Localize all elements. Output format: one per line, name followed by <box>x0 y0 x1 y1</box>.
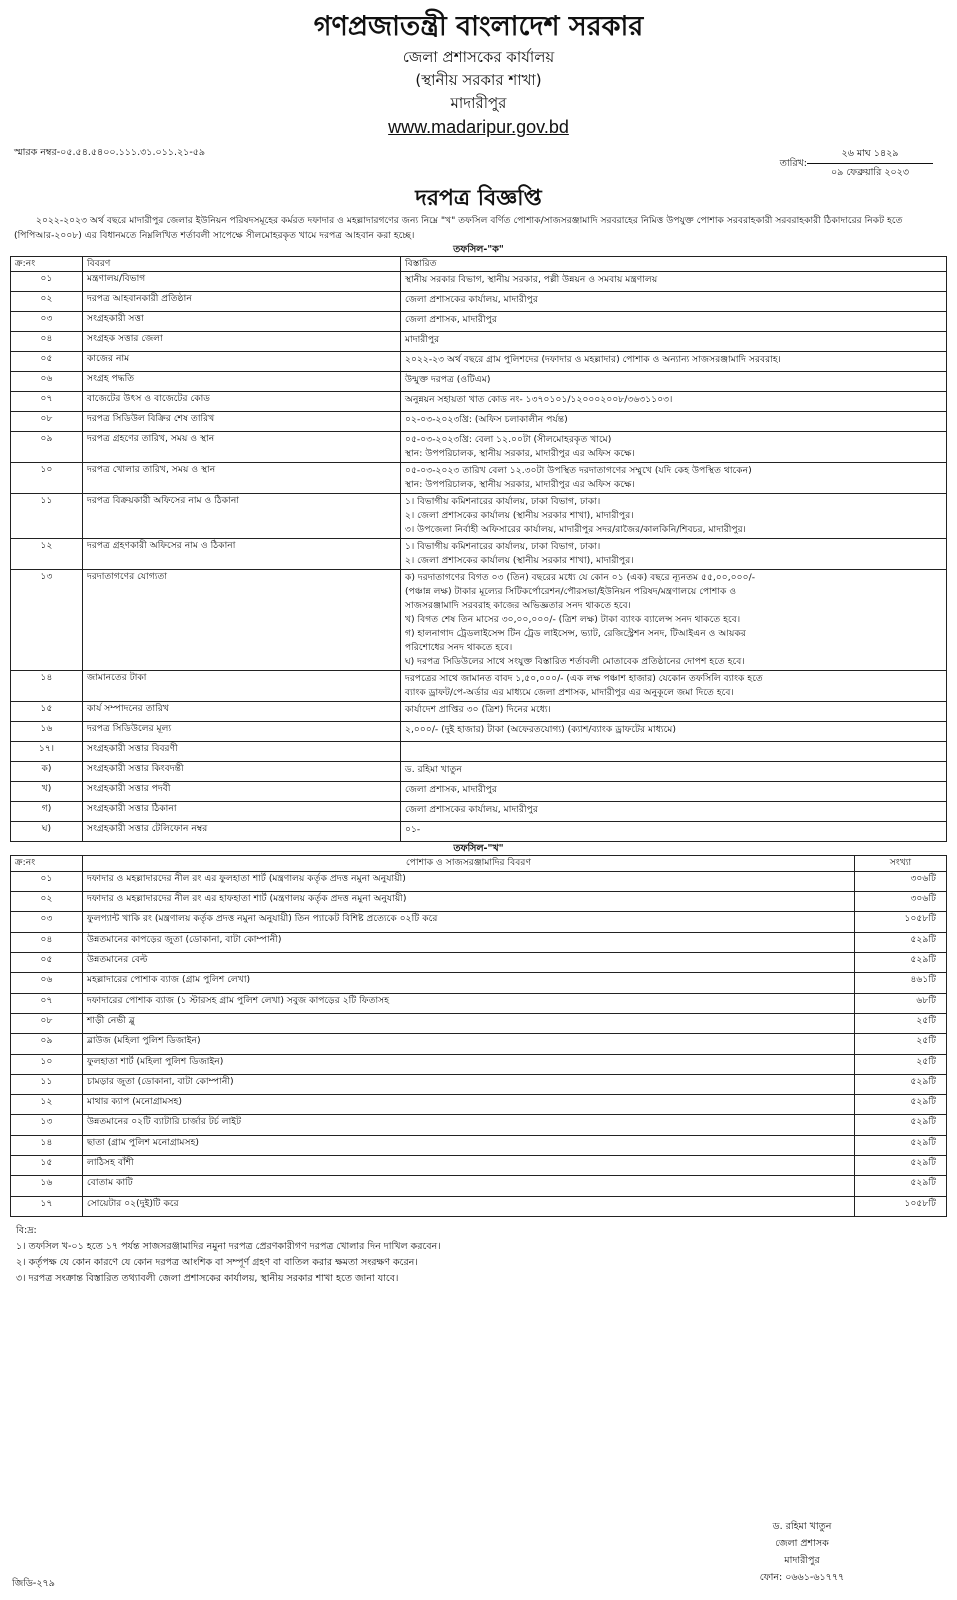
table-header-row <box>11 856 947 871</box>
table-row <box>11 702 947 722</box>
signatory-district: মাদারীপুর <box>784 1555 820 1566</box>
row-quantity: ৫২৯টি <box>855 1156 947 1176</box>
row-item: দফাদার ও মহল্লাদারদের নীল রং এর হাফহাতা শার্ট (মন্ত্রণালয় কর্তৃক প্রদত্ত নমুনা অনুযায়ী) <box>83 892 855 912</box>
detail-line: কার্যাদেশ প্রাপ্তির ৩০ (ত্রিশ) দিনের মধ্যে। <box>405 704 551 716</box>
table-row <box>11 392 947 412</box>
table-row <box>11 782 947 802</box>
detail-line: অনুন্নয়ন সহায়তা খাত কোড নং- ১৩৭০১০১/১২০০০২০০৮/৩৬৩১১০৩। <box>405 394 673 406</box>
row-serial: ০৯ <box>11 432 83 463</box>
row-details <box>401 494 947 539</box>
col-header-serial: ক্র:নং <box>11 856 83 871</box>
detail-line: ব্যাংক ড্রাফট/পে-অর্ডার এর মাধ্যমে জেলা প্রশাসক, মাদারীপুর এর অনুকূলে জমা দিতে হবে। <box>405 687 734 699</box>
row-serial: ১২ <box>11 1095 83 1115</box>
detail-line: ২। জেলা প্রশাসকের কার্যালয় (স্থানীয় সরকার শাখা), মাদারীপুর। <box>405 510 634 522</box>
row-description: কাজের নাম <box>83 352 401 372</box>
row-item: ছাতা (গ্রাম পুলিশ মনোগ্রামসহ) <box>83 1135 855 1155</box>
detail-line: জেলা প্রশাসক, মাদারীপুর <box>405 784 497 796</box>
detail-line: ০২-০৩-২০২৩খ্রি: (অফিস চলাকালীন পর্যন্ত) <box>405 414 568 426</box>
row-details <box>401 332 947 352</box>
table-row <box>11 953 947 973</box>
col-header-description: বিবরণ <box>83 257 401 272</box>
detail-line: দরপত্রের সাথে জামানত বাবদ ১,৫০,০০০/- (এক লক্ষ পঞ্চাশ হাজার) যেকোন তফসিলি ব্যাংক হতে <box>405 673 763 685</box>
detail-line: ঘ) দরপত্র সিডিউলের সাথে সংযুক্ত বিস্তারিত শর্তাবলী মোতাবেক প্রতিষ্ঠানের দোপশ হতে হবে। <box>405 656 745 668</box>
table-row <box>11 539 947 570</box>
row-item: চামড়ার জুতা (ডোকানা, বাটা কোম্পানী) <box>83 1074 855 1094</box>
row-item: ফুলপ্যান্ট খাকি রং (মন্ত্রণালয় কর্তৃক প্রদত্ত নমুনা অনুযায়ী) তিন প্যাকেট বিশিষ্ট প্রত্যেকে ০২টি করে <box>83 912 855 932</box>
row-details <box>401 742 947 762</box>
table-row <box>11 912 947 932</box>
row-item: সোয়েটার ০২(দুই)টি করে <box>83 1196 855 1216</box>
table-row <box>11 1115 947 1135</box>
col-header-quantity: সংখ্যা <box>855 856 947 871</box>
row-quantity: ৫২৯টি <box>855 1115 947 1135</box>
detail-line: মাদারীপুর <box>405 334 440 346</box>
row-description: দরপত্র সিডিউলের মূল্য <box>83 722 401 742</box>
row-details <box>401 802 947 822</box>
date-label: তারিখ: <box>779 158 807 169</box>
row-details <box>401 412 947 432</box>
row-serial: ১৪ <box>11 671 83 702</box>
col-header-item: পোশাক ও সাজসরঞ্জামাদির বিবরণ <box>83 856 855 871</box>
row-serial: ০২ <box>11 292 83 312</box>
row-details <box>401 352 947 372</box>
row-serial: ১০ <box>11 1054 83 1074</box>
row-description: সংগ্রহকারী সত্তার ঠিকানা <box>83 802 401 822</box>
row-quantity: ৫২৯টি <box>855 1176 947 1196</box>
row-description: সংগ্রহকারী সত্তা <box>83 312 401 332</box>
row-quantity: ৫২৯টি <box>855 1095 947 1115</box>
row-serial: ০১ <box>11 272 83 292</box>
detail-line: জেলা প্রশাসকের কার্যালয়, মাদারীপুর <box>405 294 538 306</box>
row-serial: ১১ <box>11 494 83 539</box>
row-description: জামানতের টাকা <box>83 671 401 702</box>
row-serial: ১৭ <box>11 1196 83 1216</box>
row-serial: ০৮ <box>11 412 83 432</box>
table-row <box>11 1156 947 1176</box>
row-description: দরপত্র সিডিউল বিক্রির শেষ তারিখ <box>83 412 401 432</box>
row-serial: ১২ <box>11 539 83 570</box>
office-name: জেলা প্রশাসকের কার্যালয় <box>402 48 555 66</box>
table-row <box>11 570 947 671</box>
table-row <box>11 1176 947 1196</box>
row-details <box>401 671 947 702</box>
row-serial: ০৪ <box>11 932 83 952</box>
date-bangla: ২৬ মাঘ ১৪২৯ <box>807 145 933 164</box>
detail-line: ১। বিভাগীয় কমিশনারের কার্যালয়, ঢাকা বিভাগ, ঢাকা। <box>405 496 601 508</box>
table-row <box>11 1196 947 1216</box>
table-row <box>11 412 947 432</box>
row-serial: ০৯ <box>11 1034 83 1054</box>
row-quantity: ৫২৯টি <box>855 932 947 952</box>
row-details <box>401 702 947 722</box>
row-serial: ০৭ <box>11 993 83 1013</box>
col-header-details: বিস্তারিত <box>401 257 947 272</box>
memo-reference: স্মারক নম্বর-০৫.৫৪.৫৪০০.১১১.৩১.০১১.২১-৫৯ <box>14 147 206 158</box>
row-description: সংগ্রহকারী সত্তার বিবরণী <box>83 742 401 762</box>
detail-line: খ) বিগত শেষ তিন মাসের ৩০,০০,০০০/- (ত্রিশ লক্ষ) টাকা ব্যাংক ব্যালেন্স সনদ থাকতে হবে। <box>405 614 741 626</box>
table-header-row <box>11 257 947 272</box>
date-english: ০৯ ফেব্রুয়ারি ২০২৩ <box>830 167 910 178</box>
row-description: দরপত্র গ্রহণকারী অফিসের নাম ও ঠিকানা <box>83 539 401 570</box>
row-serial: ক) <box>11 762 83 782</box>
table-row <box>11 742 947 762</box>
row-serial: ০৩ <box>11 312 83 332</box>
row-serial: ১৩ <box>11 1115 83 1135</box>
row-quantity: ৪৬১টি <box>855 973 947 993</box>
detail-line: গ) হালনাগাদ ট্রেডলাইসেন্স টিন ট্রেড লাইসেন্স, ভ্যাট, রেজিস্ট্রেশন সনদ, টিআইএন ও আয়কর <box>405 628 746 640</box>
row-details <box>401 539 947 570</box>
detail-line: ড. রহিমা খাতুন <box>405 764 462 776</box>
signatory-phone: ফোন: ০৬৬১-৬১৭৭৭ <box>759 1572 845 1583</box>
row-details <box>401 570 947 671</box>
table-row <box>11 494 947 539</box>
signature-block <box>717 1518 887 1586</box>
row-description: দরপত্র বিক্রয়কারী অফিসের নাম ও ঠিকানা <box>83 494 401 539</box>
table-row <box>11 822 947 842</box>
row-serial: গ) <box>11 802 83 822</box>
footer-code: জিডি-২৭৯ <box>12 1578 55 1589</box>
schedule-a-table <box>10 256 947 842</box>
row-details <box>401 762 947 782</box>
row-serial: ১৩ <box>11 570 83 671</box>
detail-line: (পঞ্চান্ন লক্ষ) টাকার মূল্যের সিটিকর্পোরেশন/পৌরসভা/ইউনিয়ন পরিষদ/মন্ত্রণালয়ে পোশাক ও <box>405 586 737 598</box>
row-serial: খ) <box>11 782 83 802</box>
row-quantity: ৩০৬টি <box>855 892 947 912</box>
row-description: দরপত্র খোলার তারিখ, সময় ও স্থান <box>83 463 401 494</box>
schedule-b-caption: তফসিল-"খ" <box>453 843 504 855</box>
row-description: মন্ত্রণালয়/বিভাগ <box>83 272 401 292</box>
row-quantity: ৫২৯টি <box>855 953 947 973</box>
table-row <box>11 292 947 312</box>
row-serial: ১৪ <box>11 1135 83 1155</box>
row-serial: ১৫ <box>11 1156 83 1176</box>
row-quantity: ২৫টি <box>855 1034 947 1054</box>
schedule-b-table <box>10 855 947 1216</box>
website-link[interactable]: www.madaripur.gov.bd <box>388 117 569 137</box>
table-row <box>11 312 947 332</box>
row-details <box>401 782 947 802</box>
intro-paragraph: ২০২২-২০২৩ অর্থ বছরে মাদারীপুর জেলার ইউনিয়ন পরিষদসমূহের কর্মরত দফাদার ও মহল্লাদারগণের জন্য নিম্নে "খ" তফসিল বর্ণিত পোশাক/সাজসরঞ্জামাদি সরবরাহের নিমিত্ত উপযুক্ত পোশাক সরবরাহকারী সরবরাহকারী ঠিকাদারের নিকট হতে (পিপিআর-২০০৮) এর বিধানমতে নিম্নলিখিত শর্তাবলী সাপেক্ষে সীলমোহরকৃত খামে দরপত্র আহবান করা হচ্ছে। <box>14 215 903 241</box>
row-quantity: ৫২৯টি <box>855 1135 947 1155</box>
table-row <box>11 892 947 912</box>
notes-section <box>10 1223 947 1287</box>
row-item: উন্নতমানের ০২টি ব্যাটারি চার্জার টর্চ লাইট <box>83 1115 855 1135</box>
row-item: উন্নতমানের বেল্ট <box>83 953 855 973</box>
note-item: ৩। দরপত্র সংক্রান্ত বিস্তারিত তথ্যাবলী জেলা প্রশাসকের কার্যালয়, স্থানীয় সরকার শাখা হতে জানা যাবে। <box>16 1272 399 1284</box>
row-details <box>401 392 947 412</box>
row-serial: ০৪ <box>11 332 83 352</box>
memo-line <box>10 143 947 183</box>
row-quantity: ২৫টি <box>855 1054 947 1074</box>
row-details <box>401 432 947 463</box>
detail-line: ১। বিভাগীয় কমিশনারের কার্যালয়, ঢাকা বিভাগ, ঢাকা। <box>405 541 601 553</box>
table-row <box>11 463 947 494</box>
row-quantity: ২৫টি <box>855 1013 947 1033</box>
detail-line: ০৫-০৩-২০২৩ তারিখ বেলা ১২.৩০টা উপস্থিত দরদাতাগণের সম্মুখে (যদি কেহ উপস্থিত থাকেন) <box>405 465 752 477</box>
row-description: বাজেটের উৎস ও বাজেটের কোড <box>83 392 401 412</box>
table-row <box>11 1013 947 1033</box>
row-details <box>401 292 947 312</box>
row-serial: ১৬ <box>11 722 83 742</box>
row-details <box>401 272 947 292</box>
row-item: উন্নতমানের কাপড়ের জুতা (ডোকানা, বাটা কোম্পানী) <box>83 932 855 952</box>
table-row <box>11 1074 947 1094</box>
row-quantity: ১০৫৮টি <box>855 1196 947 1216</box>
row-item: শাড়ী নেভী ব্লু <box>83 1013 855 1033</box>
detail-line: ৩। উপজেলা নির্বাহী অফিসারের কার্যালয়, মাদারীপুর সদর/রাজৈর/কালকিনি/শিবচর, মাদারীপুর। <box>405 524 746 536</box>
row-serial: ০৩ <box>11 912 83 932</box>
note-item: ২। কর্তৃপক্ষ যে কোন কারণে যে কোন দরপত্র আংশিক বা সম্পূর্ণ গ্রহণ বা বাতিল করার ক্ষমতা সংরক্ষণ করেন। <box>16 1256 418 1268</box>
row-item: দফাদার ও মহল্লাদারদের নীল রং এর ফুলহাতা শার্ট (মন্ত্রণালয় কর্তৃক প্রদত্ত নমুনা অনুযায়ী) <box>83 871 855 891</box>
row-description: সংগ্রহক সত্তার জেলা <box>83 332 401 352</box>
row-serial: ১৭। <box>11 742 83 762</box>
detail-line: জেলা প্রশাসক, মাদারীপুর <box>405 314 497 326</box>
detail-line: উন্মুক্ত দরপত্র (ওটিএম) <box>405 374 491 386</box>
table-row <box>11 722 947 742</box>
row-serial: ০৫ <box>11 352 83 372</box>
row-quantity: ৫২৯টি <box>855 1074 947 1094</box>
signatory-name: ড. রহিমা খাতুন <box>772 1521 832 1532</box>
notice-title: দরপত্র বিজ্ঞপ্তি <box>415 185 542 211</box>
row-details <box>401 312 947 332</box>
table-row <box>11 432 947 463</box>
row-serial: ১০ <box>11 463 83 494</box>
row-details <box>401 722 947 742</box>
table-row <box>11 973 947 993</box>
table-row <box>11 802 947 822</box>
detail-line: স্থানীয় সরকার বিভাগ, স্থানীয় সরকার, পল্লী উন্নয়ন ও সমবায় মন্ত্রণালয় <box>405 274 658 286</box>
row-serial: ঘ) <box>11 822 83 842</box>
row-serial: ১১ <box>11 1074 83 1094</box>
table-row <box>11 1034 947 1054</box>
row-description: দরদাতাগণের যোগ্যতা <box>83 570 401 671</box>
row-description: দরপত্র আহবানকারী প্রতিষ্ঠান <box>83 292 401 312</box>
detail-line: স্থান: উপপরিচালক, স্থানীয় সরকার, মাদারীপুর এর অফিস কক্ষে। <box>405 448 635 460</box>
table-row <box>11 1135 947 1155</box>
table-row <box>11 871 947 891</box>
row-quantity: ৩০৬টি <box>855 871 947 891</box>
table-row <box>11 352 947 372</box>
detail-line: ০৫-০৩-২০২৩খ্রি: বেলা ১২.০০টা (সীলমোহরকৃত খামে) <box>405 434 612 446</box>
row-serial: ০১ <box>11 871 83 891</box>
schedule-a-caption: তফসিল-"ক" <box>453 244 504 255</box>
note-item: ১। তফসিল খ-০১ হতে ১৭ পর্যন্ত সাজসরঞ্জামাদির নমুনা দরপত্র প্রেরণকারীগণ দরপত্র খোলার দিন দাখিল করবেন। <box>16 1240 441 1252</box>
detail-line: জেলা প্রশাসকের কার্যালয়, মাদারীপুর <box>405 804 538 816</box>
row-description: সংগ্রহ পদ্ধতি <box>83 372 401 392</box>
row-description: সংগ্রহকারী সত্তার টেলিফোন নম্বর <box>83 822 401 842</box>
table-row <box>11 993 947 1013</box>
col-header-serial: ক্র:নং <box>11 257 83 272</box>
row-item: দফাদারের পোশাক ব্যাজ (১ স্টারসহ গ্রাম পুলিশ লেখা) সবুজ কাপড়ের ২টি ফিতাসহ <box>83 993 855 1013</box>
signatory-designation: জেলা প্রশাসক <box>775 1538 829 1549</box>
section-name: (স্থানীয় সরকার শাখা) <box>415 71 542 89</box>
row-description: দরপত্র গ্রহণের তারিখ, সময় ও স্থান <box>83 432 401 463</box>
table-row <box>11 671 947 702</box>
table-row <box>11 762 947 782</box>
row-item: লাঠিসহ বাঁশী <box>83 1156 855 1176</box>
row-serial: ০৭ <box>11 392 83 412</box>
government-title: গণপ্রজাতন্ত্রী বাংলাদেশ সরকার <box>313 11 644 42</box>
row-serial: ০৬ <box>11 973 83 993</box>
detail-line: পরিশোধের সনদ থাকতে হবে। <box>405 642 513 654</box>
row-item: ফুলহাতা শার্ট (মহিলা পুলিশ ডিজাইন) <box>83 1054 855 1074</box>
row-serial: ১৫ <box>11 702 83 722</box>
detail-line: ২। জেলা প্রশাসকের কার্যালয় (স্থানীয় সরকার শাখা), মাদারীপুর। <box>405 555 634 567</box>
row-serial: ১৬ <box>11 1176 83 1196</box>
row-quantity: ৬৮টি <box>855 993 947 1013</box>
table-row <box>11 372 947 392</box>
row-description: সংগ্রহকারী সত্তার পদবী <box>83 782 401 802</box>
row-serial: ০৮ <box>11 1013 83 1033</box>
table-row <box>11 932 947 952</box>
memo-dates <box>807 145 933 182</box>
table-row <box>11 272 947 292</box>
row-item: বোতাম কাটি <box>83 1176 855 1196</box>
table-row <box>11 1054 947 1074</box>
detail-line: ক) দরদাতাগণের বিগত ০৩ (তিন) বছরের মধ্যে যে কোন ০১ (এক) বছরে ন্যূনতম ৫৫,০০,০০০/- <box>405 572 756 584</box>
table-row <box>11 332 947 352</box>
row-description: সংগ্রহকারী সত্তার কিংবদন্তী <box>83 762 401 782</box>
row-item: মহল্লাদারের পোশাক ব্যাজ (গ্রাম পুলিশ লেখা) <box>83 973 855 993</box>
row-details <box>401 463 947 494</box>
row-serial: ০২ <box>11 892 83 912</box>
detail-line: স্থান: উপপরিচালক, স্থানীয় সরকার, মাদারীপুর এর অফিস কক্ষে। <box>405 479 635 491</box>
table-row <box>11 1095 947 1115</box>
detail-line: ০১- <box>405 824 421 836</box>
district-name: মাদারীপুর <box>450 94 507 112</box>
detail-line: ২,০০০/- (দুই হাজার) টাকা (অফেরতযোগ্য) (ক্যাশ/ব্যাংক ড্রাফটের মাধ্যমে) <box>405 724 676 736</box>
row-details <box>401 822 947 842</box>
row-quantity: ১০৫৮টি <box>855 912 947 932</box>
row-serial: ০৬ <box>11 372 83 392</box>
row-serial: ০৫ <box>11 953 83 973</box>
notes-heading: বি:দ্র: <box>16 1224 37 1236</box>
row-description: কার্য সম্পাদনের তারিখ <box>83 702 401 722</box>
detail-line: ২০২২-২৩ অর্থ বছরে গ্রাম পুলিশদের (দফাদার ও মহল্লাদার) পোশাক ও অন্যান্য সাজসরঞ্জামাদি সরবরাহ। <box>405 354 781 366</box>
letterhead <box>10 8 947 139</box>
row-details <box>401 372 947 392</box>
detail-line: সাজসরঞ্জামাদি সরবরাহ কাজের অভিজ্ঞতার সনদ থাকতে হবে। <box>405 600 631 612</box>
row-item: ব্লাউজ (মহিলা পুলিশ ডিজাইন) <box>83 1034 855 1054</box>
row-item: মাথার ক্যাপ (মনোগ্রামসহ) <box>83 1095 855 1115</box>
